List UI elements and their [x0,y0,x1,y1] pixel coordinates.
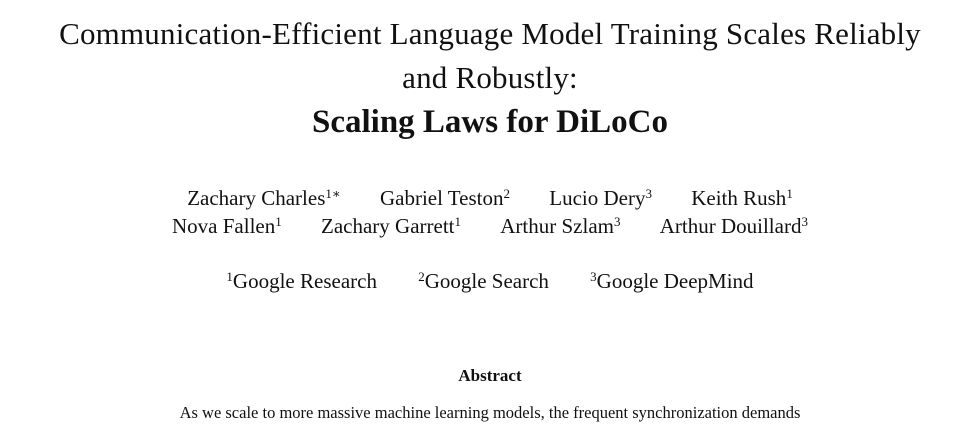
author [660,214,808,239]
affiliation-mark: 2 [418,269,425,284]
affiliation [226,269,377,294]
author-affiliation-mark: 1 [454,214,461,229]
author-name: Zachary Charles [187,186,326,210]
author [500,214,620,239]
author [172,214,282,239]
author-name: Zachary Garrett [321,214,455,238]
affiliations [0,269,980,294]
author-name: Lucio Dery [549,186,646,210]
author-name: Gabriel Teston [379,186,504,210]
author [549,186,652,211]
author-name: Keith Rush [691,186,787,210]
author-affiliation-mark: 1 [786,186,793,201]
affiliation-name: Google Research [232,269,377,293]
affiliation-mark: 3 [590,269,597,284]
author [691,186,793,211]
paper-title-line-1: Communication-Efficient Language Model Training Scales Reliably [59,16,921,51]
author [187,186,341,211]
author [321,214,461,239]
paper-title-line-2: and Robustly: [402,60,578,95]
author-affiliation-mark: 2 [503,186,510,201]
author-row-2 [0,214,980,239]
affiliation [590,269,753,294]
affiliation [418,269,549,294]
author-name: Arthur Szlam [500,214,614,238]
affiliation-name: Google Search [424,269,549,293]
author-row-1 [0,186,980,211]
author [380,186,510,211]
author-affiliation-mark: 3 [613,214,621,229]
paper-subtitle: Scaling Laws for DiLoCo [311,104,668,140]
author-affiliation-mark: 3 [645,186,652,201]
author-name: Arthur Douillard [659,214,802,238]
author-affiliation-mark: 1∗ [325,186,341,201]
affiliation-name: Google DeepMind [596,269,754,293]
author-affiliation-mark: 3 [801,214,808,229]
author-affiliation-mark: 1 [275,214,282,229]
abstract-heading: Abstract [458,366,522,385]
affiliation-mark: 1 [226,269,233,284]
author-name: Nova Fallen [172,214,276,238]
abstract-text: As we scale to more massive machine learning models, the frequent synchronization demands [179,403,801,422]
